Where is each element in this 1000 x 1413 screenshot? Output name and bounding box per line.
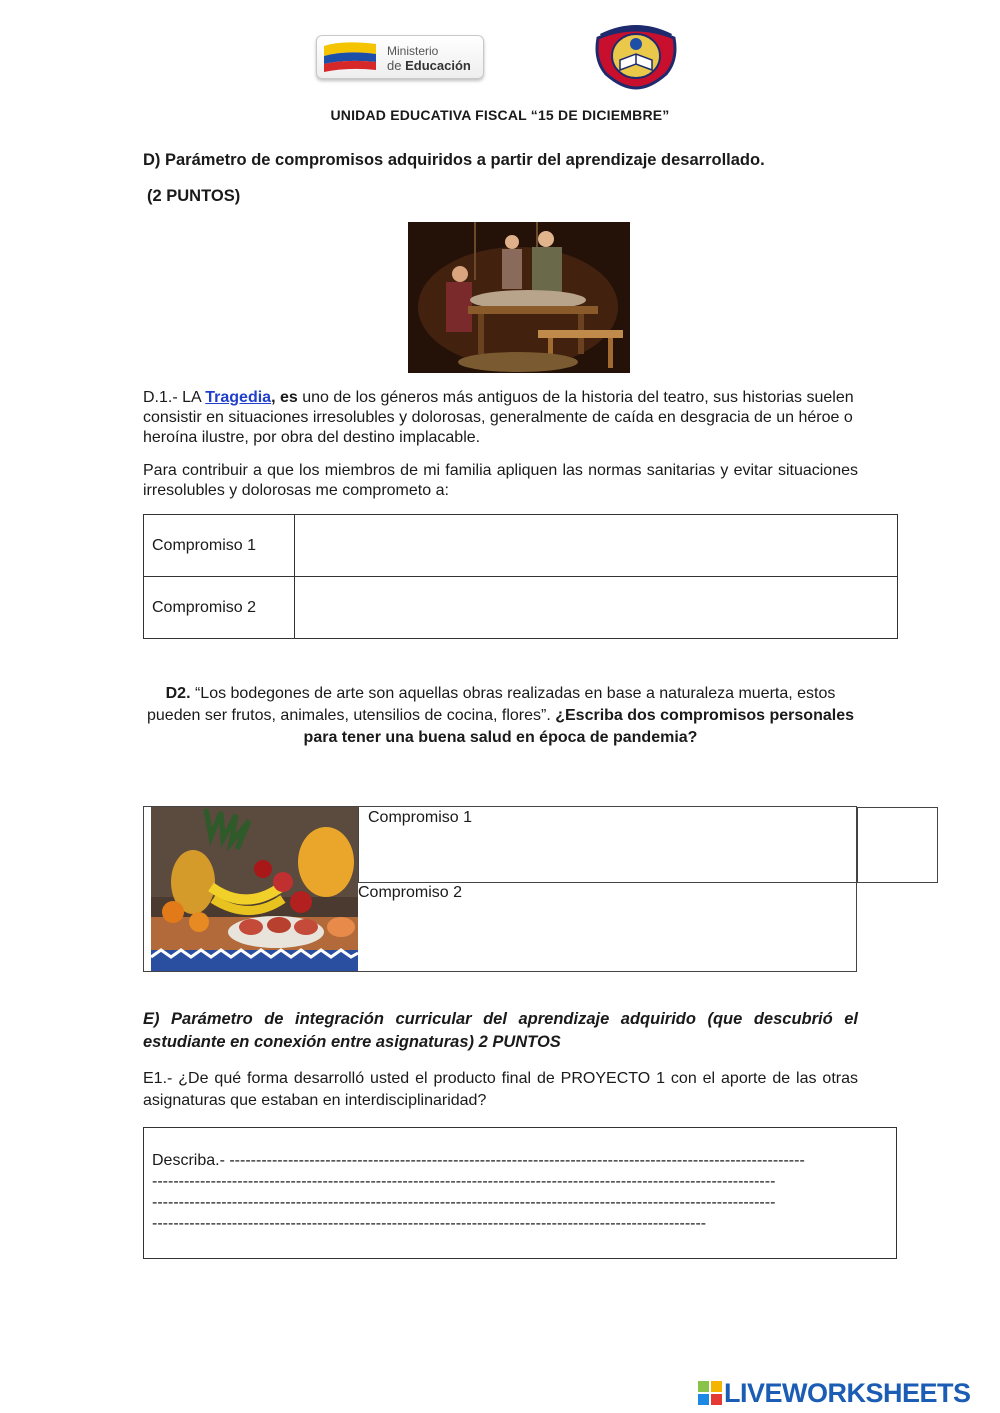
tragedy-theatre-photo [408,222,630,373]
still-life-frame [143,806,358,972]
d2-compromiso-2-label: Compromiso 2 [358,884,463,901]
section-e-heading: E) Parámetro de integración curricular del aprendizaje adquirido (que descubrió el estudiante en conexión entre asignaturas) 2 PUNTOS [143,1010,858,1051]
liveworksheets-brand-text: LIVEWORKSHEETS [724,1378,971,1408]
still-life-painting [151,807,358,972]
d2-compromiso-1-extra-cell [857,807,938,883]
dash-line: --------------------------------------------------------------------------------------------------------------------- [152,1173,776,1190]
describe-answer-box[interactable] [143,1127,897,1259]
ministry-name-line1: Ministerio [387,44,439,58]
compromiso-1-answer-cell[interactable] [295,515,898,577]
ecuador-flag-icon [322,40,378,74]
e1-question: E1.- ¿De qué forma desarrolló usted el producto final de PROYECTO 1 con el aporte de las otras asignaturas que estaban en interdisciplinaridad? [143,1070,858,1109]
describe-text [152,1150,892,1234]
liveworksheets-logo [698,1378,994,1408]
describe-label: Describa.- [152,1152,225,1169]
d1-paragraph: D.1.- LA Tragedia, es uno de los géneros más antiguos de la historia del teatro, sus historias suelen consistir en situaciones irresolubles y dolorosas, generalmente de caída en desgracia de un héroe o heroína ilustre, por obra del destino implacable. [143,389,854,446]
tragedia-link[interactable]: Tragedia [205,389,272,406]
section-d-heading: D) Parámetro de compromisos adquiridos a partir del aprendizaje desarrollado. [143,151,765,169]
ministry-name-line2: de Educación [387,58,471,73]
school-crest-logo [592,20,680,90]
compromiso-2-answer-cell[interactable] [295,577,898,639]
dash-line: --------------------------------------------------------------------------------------------------------------------- [152,1194,776,1211]
table-row [144,515,898,577]
d1-instruction: Para contribuir a que los miembros de mi familia apliquen las normas sanitarias y evitar situaciones irresolubles y dolorosas me comprometo a: [143,462,858,499]
dash-line: -------------------------------------------------------------------------------------------------------- [152,1215,707,1232]
table-row [144,577,898,639]
school-name: UNIDAD EDUCATIVA FISCAL “15 DE DICIEMBRE” [330,107,670,123]
section-d-points: (2 PUNTOS) [147,187,241,205]
d2-compromiso-1-label: Compromiso 1 [368,809,473,826]
compromiso-2-label: Compromiso 2 [144,577,295,639]
compromiso-1-label: Compromiso 1 [144,515,295,577]
dash-line: ------------------------------------------------------------------------------------------------------------ [224,1152,805,1169]
liveworksheets-mark-icon [698,1381,722,1405]
ministry-of-education-logo [316,35,484,79]
commitments-table [143,514,898,639]
d2-paragraph: D2. “Los bodegones de arte son aquellas obras realizadas en base a naturaleza muerta, estos pueden ser frutos, animales, utensilios de cocina, flores”. ¿Escriba dos compromisos personales para tener una buena salud en época de pandemia? [147,685,854,746]
